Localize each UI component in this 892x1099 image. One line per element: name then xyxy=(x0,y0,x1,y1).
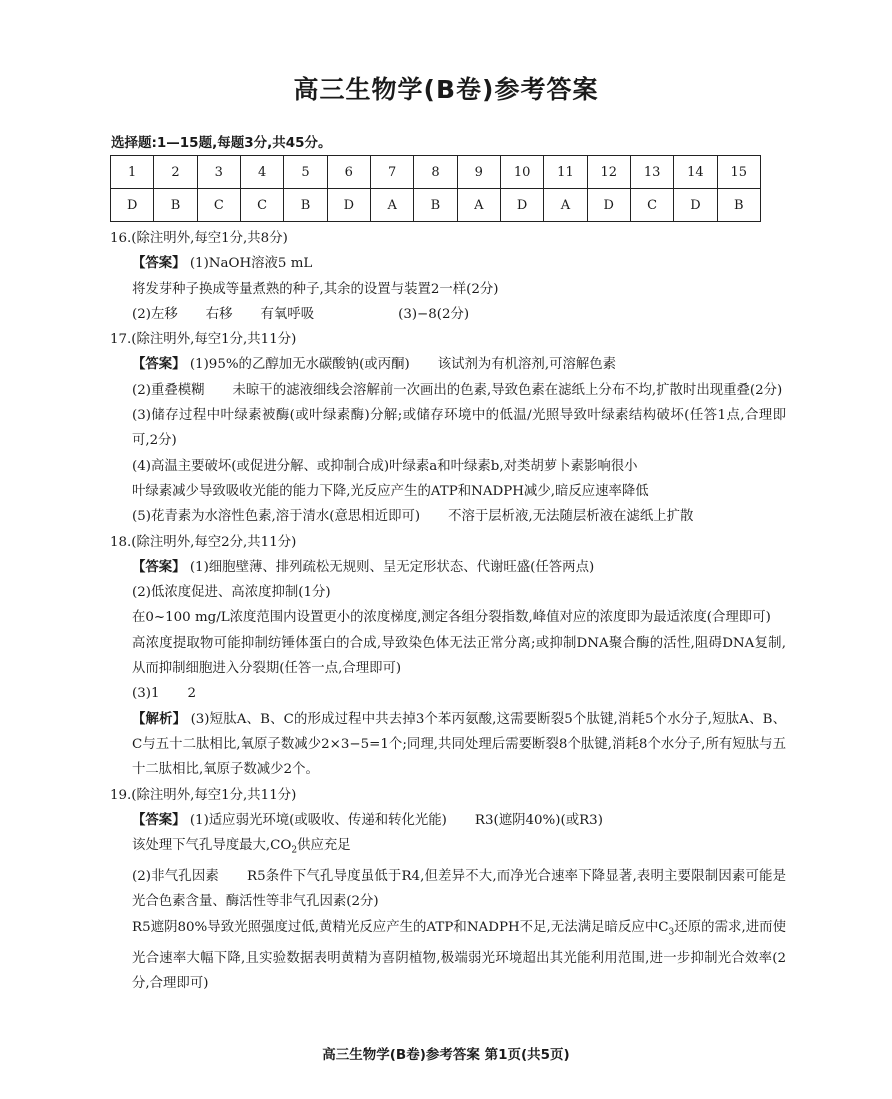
mcq-number-cell: 15 xyxy=(717,156,760,189)
mcq-number-row xyxy=(111,156,761,189)
q18-answer-tag: 【答案】 xyxy=(132,559,186,575)
q17-line-4: (4)高温主要破坏(或促进分解、或抑制合成)叶绿素a和叶绿素b,对类胡萝卜素影响很小 xyxy=(132,458,638,474)
q17-answer-tag: 【答案】 xyxy=(132,357,186,373)
mcq-answer-cell: A xyxy=(457,189,500,222)
q18-line-5: (3)1 2 xyxy=(132,686,197,702)
q18-line-3: 在0~100 mg/L浓度范围内设置更小的浓度梯度,测定各组分裂指数,峰值对应的浓度即为最适浓度(合理即可) xyxy=(132,610,771,626)
mcq-number-cell: 10 xyxy=(500,156,543,189)
mcq-number-cell: 14 xyxy=(674,156,717,189)
mcq-number-cell: 1 xyxy=(111,156,154,189)
mcq-label: 选择题:1—15题,每题3分,共45分。 xyxy=(111,135,332,151)
answer-content xyxy=(110,226,786,996)
q16-answer-tag: 【答案】 xyxy=(132,256,186,272)
q16-line-2: 将发芽种子换成等量煮熟的种子,其余的设置与装置2一样(2分) xyxy=(132,281,499,297)
mcq-answer-cell: B xyxy=(414,189,457,222)
mcq-answer-cell: D xyxy=(327,189,370,222)
q18-line-4: 高浓度提取物可能抑制纺锤体蛋白的合成,导致染色体无法正常分离;或抑制DNA聚合酶的活性,阻碍DNA复制,从而抑制细胞进入分裂期(任答一点,合理即可) xyxy=(132,635,786,677)
mcq-number-cell: 8 xyxy=(414,156,457,189)
mcq-answer-cell: A xyxy=(544,189,587,222)
q19-heading: 19.(除注明外,每空1分,共11分) xyxy=(110,787,297,803)
q16-heading: 16.(除注明外,每空1分,共8分) xyxy=(110,231,288,246)
mcq-answer-cell: B xyxy=(154,189,197,222)
mcq-answer-cell: C xyxy=(197,189,240,222)
q19-line-2: 该处理下气孔导度最大$,CO_2$供应充足 xyxy=(132,838,351,856)
mcq-number-cell: 4 xyxy=(240,156,283,189)
mcq-answer-cell: D xyxy=(111,189,154,222)
q19-line-3: (2)非气孔因素 R5条件下气孔导度虽低于R4,但差异不大,而净光合速率下降显著,表明主要限制因素可能是光合色素含量、酶活性等非气孔因素(2分) xyxy=(132,869,786,910)
q18-analysis: 【解析】 (3)短肽A、B、C的形成过程中共去掉3个苯丙氨酸,这需要断裂5个肽键,消耗5个水分子,短肽A、B、C与五十二肽相比,氧原子数减少2×3−5=1个;同理,共同处理后需要断裂8个肽键,消耗8个水分子,所有短肽与五十二肽相比,氧原子数减少2个。 xyxy=(132,711,787,778)
q17-line-1: 【答案】 (1)95%的乙醇加无水碳酸钠(或丙酮) 该试剂为有机溶剂,可溶解色素 xyxy=(132,357,617,373)
q17-heading: 17.(除注明外,每空1分,共11分) xyxy=(110,332,297,348)
mcq-number-cell: 9 xyxy=(457,156,500,189)
mcq-answer-cell: C xyxy=(630,189,673,222)
mcq-number-cell: 3 xyxy=(197,156,240,189)
mcq-number-cell: 5 xyxy=(284,156,327,189)
mcq-answer-cell: B xyxy=(284,189,327,222)
page-title: 高三生物学(B卷)参考答案 xyxy=(293,75,599,104)
q16-line-1: 【答案】 (1)NaOH溶液5 mL xyxy=(132,256,313,272)
mcq-number-cell: 7 xyxy=(370,156,413,189)
q17-line-5: 叶绿素减少导致吸收光能的能力下降,光反应产生的ATP和NADPH减少,暗反应速率降低 xyxy=(132,483,649,499)
q17-line-2: (2)重叠模糊 未晾干的滤液细线会溶解前一次画出的色素,导致色素在滤纸上分布不均,扩散时出现重叠(2分) xyxy=(132,382,783,398)
mcq-number-cell: 13 xyxy=(630,156,673,189)
q19-answer-tag: 【答案】 xyxy=(132,812,186,828)
mcq-answer-cell: B xyxy=(717,189,760,222)
q19-line-4: R5遮阴80%导致光照强度过低,黄精光反应产生的ATP和NADPH不足,无法满足暗反应中$C_3$还原的需求,进而使光合速率大幅下降,且实验数据表明黄精为喜阴植物,极端弱光环境超出其光能利用范围,进一步抑制光合效率(2分,合理即可) xyxy=(132,919,787,991)
mcq-answer-table xyxy=(110,155,761,222)
mcq-answer-cell: D xyxy=(500,189,543,222)
q18-heading: 18.(除注明外,每空2分,共11分) xyxy=(110,534,297,550)
q18-line-2: (2)低浓度促进、高浓度抑制(1分) xyxy=(132,585,331,601)
q16-line-3: (2)左移 右移 有氧呼吸 (3)−8(2分) xyxy=(132,306,470,322)
q18-analysis-tag: 【解析】 xyxy=(132,711,187,727)
mcq-answer-cell: D xyxy=(587,189,630,222)
page-footer: 高三生物学(B卷)参考答案 第1页(共5页) xyxy=(322,1047,570,1063)
mcq-answer-row xyxy=(111,189,761,222)
q17-line-6: (5)花青素为水溶性色素,溶于清水(意思相近即可) 不溶于层析液,无法随层析液在滤纸上扩散 xyxy=(132,509,694,525)
mcq-number-cell: 12 xyxy=(587,156,630,189)
mcq-number-cell: 2 xyxy=(154,156,197,189)
mcq-answer-cell: C xyxy=(240,189,283,222)
mcq-number-cell: 6 xyxy=(327,156,370,189)
mcq-answer-cell: A xyxy=(370,189,413,222)
q17-line-3: (3)储存过程中叶绿素被酶(或叶绿素酶)分解;或储存环境中的低温/光照导致叶绿素结构破坏(任答1点,合理即可,2分) xyxy=(132,408,786,449)
mcq-answer-cell: D xyxy=(674,189,717,222)
q19-line-1: 【答案】 (1)适应弱光环境(或吸收、传递和转化光能) R3(遮阴40%)(或R3) xyxy=(132,812,603,828)
q18-line-1: 【答案】 (1)细胞壁薄、排列疏松无规则、呈无定形状态、代谢旺盛(任答两点) xyxy=(132,559,595,575)
mcq-number-cell: 11 xyxy=(544,156,587,189)
